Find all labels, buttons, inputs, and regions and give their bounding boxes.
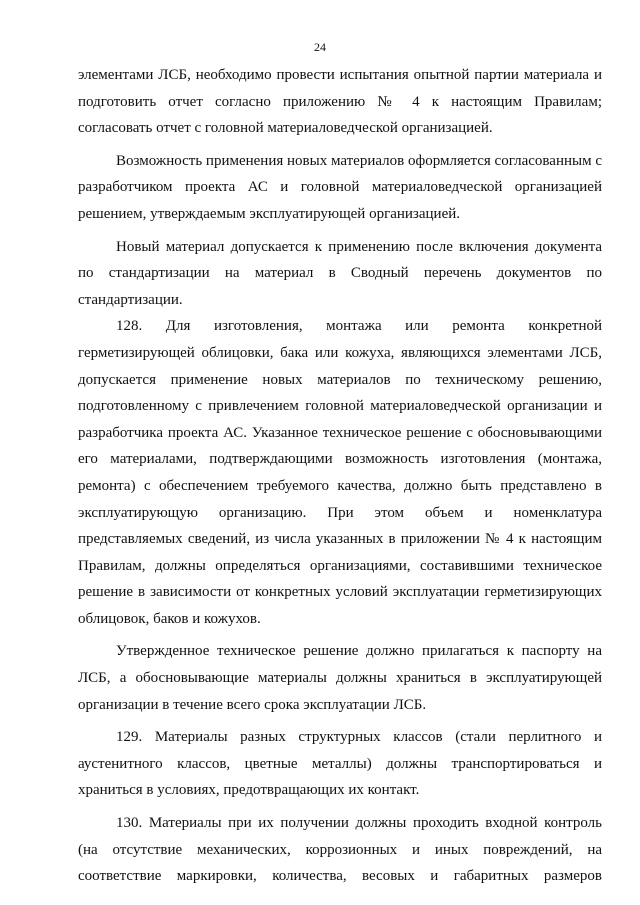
paragraph-item-129: 129. Материалы разных структурных классов (стали перлитного и аустенитного классов, цветные металлы) должны транспортироваться и храниться в условиях, предотвращающих их контакт. — [78, 729, 602, 799]
paragraph: элементами ЛСБ, необходимо провести испытания опытной партии материала и подготовить отчет согласно приложению № 4 к настоящим Правилам; согласовать отчет с головной материаловедческой организацией. — [78, 67, 602, 137]
paragraph: Новый материал допускается к применению после включения документа по стандартизации на материал в Сводный перечень документов по стандартизации. — [78, 238, 602, 308]
page-number: 24 — [314, 40, 326, 54]
paragraph-item-130: 130. Материалы при их получении должны проходить входной контроль (на отсутствие механических, коррозионных и иных повреждений, на соответствие маркировки, количества, весовых и габаритных размеров — [78, 815, 602, 885]
paragraph: Утвержденное техническое решение должно прилагаться к паспорту на ЛСБ, а обосновывающие материалы должны храниться в эксплуатирующей организации в течение всего срока эксплуатации ЛСБ. — [78, 643, 602, 713]
document-body — [78, 62, 602, 890]
paragraph: Возможность применения новых материалов оформляется согласованным с разработчиком проекта АС и головной материаловедческой организацией решением, утверждаемым эксплуатирующей организацией. — [78, 152, 602, 222]
paragraph-item-128: 128. Для изготовления, монтажа или ремонта конкретной герметизирующей облицовки, бака или кожуха, являющихся элементами ЛСБ, допускается применение новых материалов по техническому решению, подготовленному с привлечением головной материаловедческой организации и разработчика проекта АС. Указанное техническое решение с обосновывающими его материалами, подтверждающими возможность изготовления (монтажа, ремонта) с обеспечением требуемого качества, должно быть представлено в эксплуатирующую организацию. При этом объем и номенклатура представляемых сведений, из числа указанных в приложении № 4 к настоящим Правилам, должны определяться организациями, составившими техническое решение в зависимости от конкретных условий эксплуатации герметизирующих облицовок, баков и кожухов. — [78, 318, 602, 627]
